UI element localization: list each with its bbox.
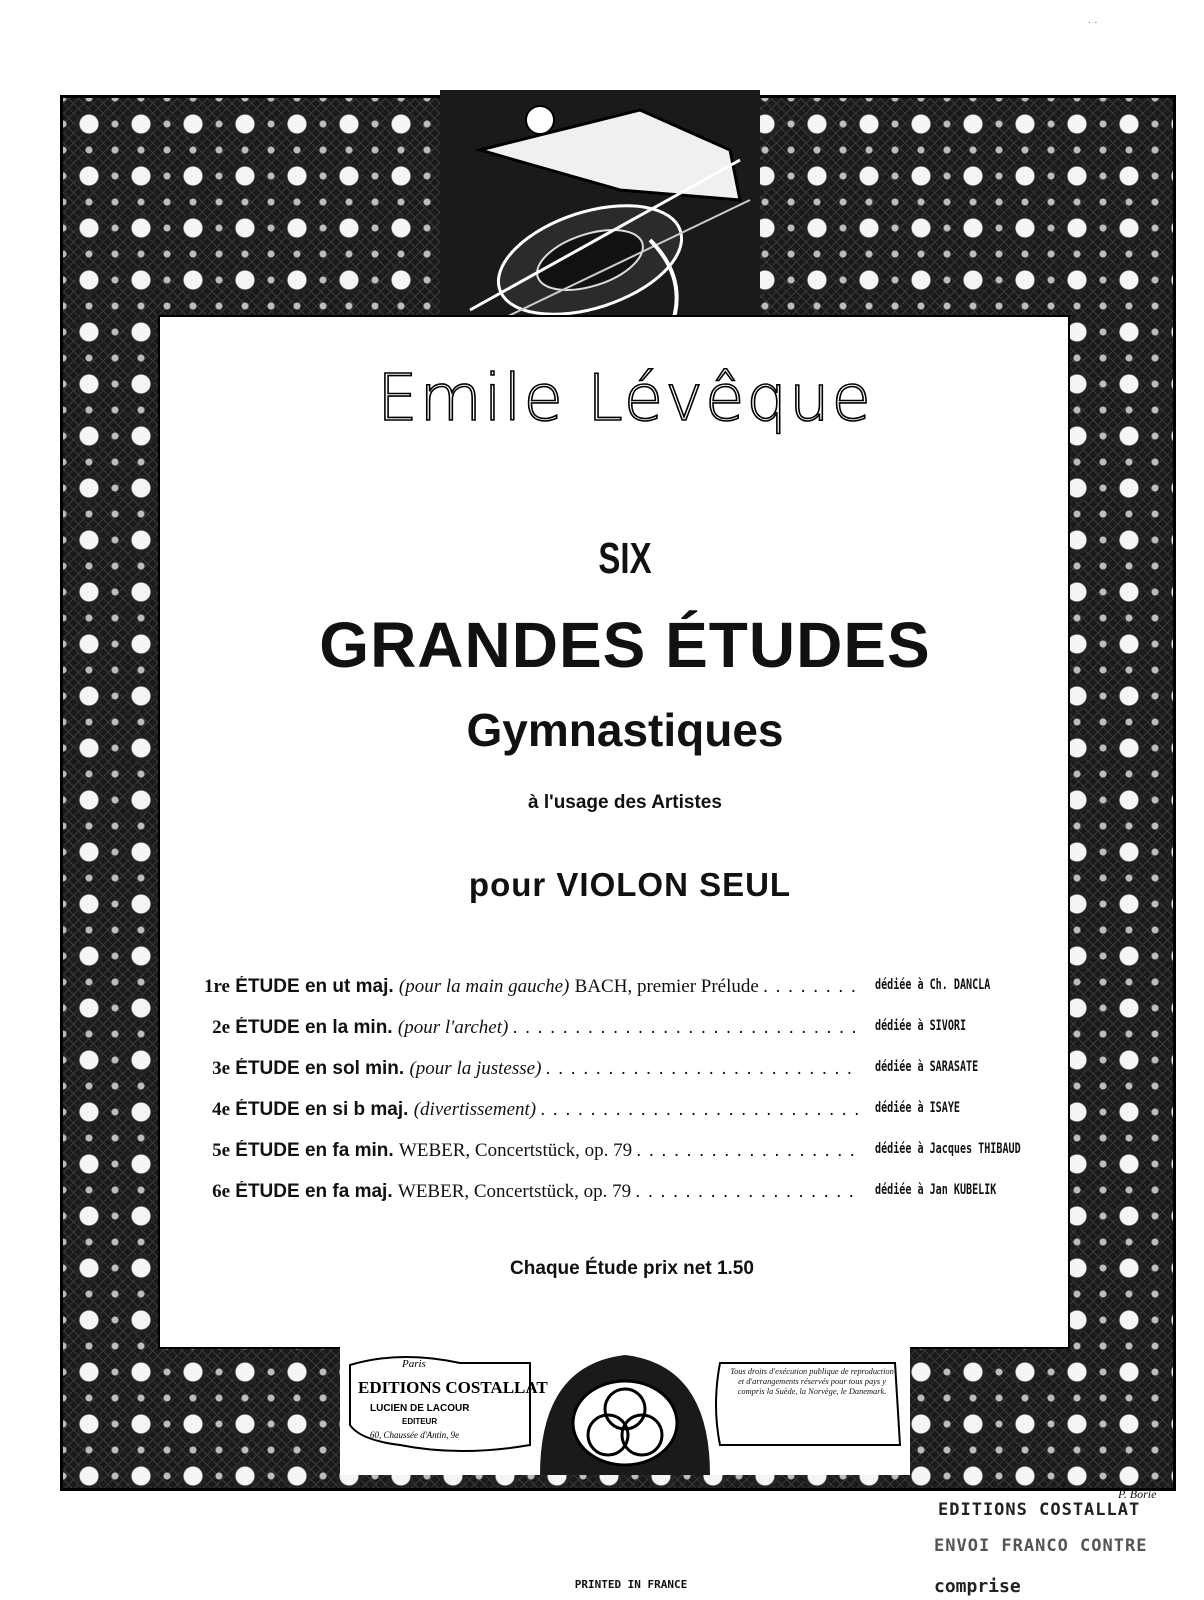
etude-purpose: (divertissement) xyxy=(413,1099,537,1120)
etude-row-5 xyxy=(200,1140,1060,1166)
stamp-line-3: comprise xyxy=(934,1576,1021,1597)
price-line: Chaque Étude prix net 1.50 xyxy=(510,1258,754,1279)
instrument-line: pour VIOLON SEUL xyxy=(468,866,792,903)
violin-emblem-illustration xyxy=(440,90,760,330)
stamp-line-1: EDITIONS COSTALLAT xyxy=(938,1500,1141,1520)
publisher-editor: LUCIEN DE LACOUR xyxy=(370,1403,470,1414)
etude-title: ÉTUDE en sol min. xyxy=(235,1058,405,1079)
etude-number: 5e xyxy=(212,1140,230,1161)
etude-row-6 xyxy=(200,1181,1060,1207)
usage-note: à l'usage des Artistes xyxy=(528,792,722,813)
publisher-cartouche xyxy=(340,1345,910,1475)
etude-source: WEBER, Concertstück, op. 79 xyxy=(397,1181,632,1202)
corner-mark: · · xyxy=(1088,18,1098,29)
etude-dedication: dédiée à Jacques THIBAUD xyxy=(875,1141,1021,1157)
etude-row-2 xyxy=(200,1017,1060,1043)
etude-number: 1re xyxy=(203,976,230,997)
etude-purpose: (pour la main gauche) xyxy=(398,976,570,997)
etude-source: WEBER, Concertstück, op. 79 xyxy=(398,1140,633,1161)
title-six: SIX xyxy=(598,534,652,583)
etude-purpose: (pour l'archet) xyxy=(397,1017,509,1038)
main-title: GRANDES ÉTUDES xyxy=(319,609,931,681)
etude-row-4 xyxy=(200,1099,1060,1125)
etude-dedication: dédiée à Ch. DANCLA xyxy=(875,977,991,993)
publisher-address: 60, Chaussée d'Antin, 9e xyxy=(370,1430,460,1440)
etude-title: ÉTUDE en ut maj. xyxy=(235,976,394,997)
stamp-line-2: ENVOI FRANCO CONTRE xyxy=(934,1536,1148,1556)
etude-source: BACH, premier Prélude xyxy=(574,976,759,997)
etude-row-3 xyxy=(200,1058,1060,1084)
etude-row-1 xyxy=(200,976,1060,1002)
artist-signature: P. Borie xyxy=(1118,1487,1157,1501)
etude-title: ÉTUDE en fa min. xyxy=(235,1140,394,1161)
etude-dedication: dédiée à SARASATE xyxy=(875,1059,979,1075)
etude-dedication: dédiée à ISAYE xyxy=(875,1100,960,1116)
publisher-name: EDITIONS COSTALLAT xyxy=(358,1378,548,1397)
publisher-city: Paris xyxy=(402,1358,426,1370)
etude-dedication: dédiée à SIVORI xyxy=(875,1018,967,1034)
etude-title: ÉTUDE en fa maj. xyxy=(235,1181,393,1202)
etude-number: 6e xyxy=(212,1181,230,1202)
etude-number: 2e xyxy=(212,1017,230,1038)
rights-notice: Tous droits d'exécution publique de reproduction et d'arrangements réservés pour tous pays y compris la Suède, la Norvège, le Danemark. xyxy=(730,1367,894,1396)
composer-name: Emile Lévêque xyxy=(377,362,873,436)
etude-number: 4e xyxy=(212,1099,230,1120)
printed-in-note: PRINTED IN FRANCE xyxy=(574,1578,688,1591)
publisher-role: EDITEUR xyxy=(402,1417,438,1426)
etude-dedication: dédiée à Jan KUBELIK xyxy=(875,1182,997,1198)
etude-purpose: (pour la justesse) xyxy=(409,1058,542,1079)
etude-title: ÉTUDE en si b maj. xyxy=(235,1099,409,1120)
etude-title: ÉTUDE en la min. xyxy=(235,1017,393,1038)
subtitle: Gymnastiques xyxy=(466,704,784,756)
etude-number: 3e xyxy=(212,1058,230,1079)
